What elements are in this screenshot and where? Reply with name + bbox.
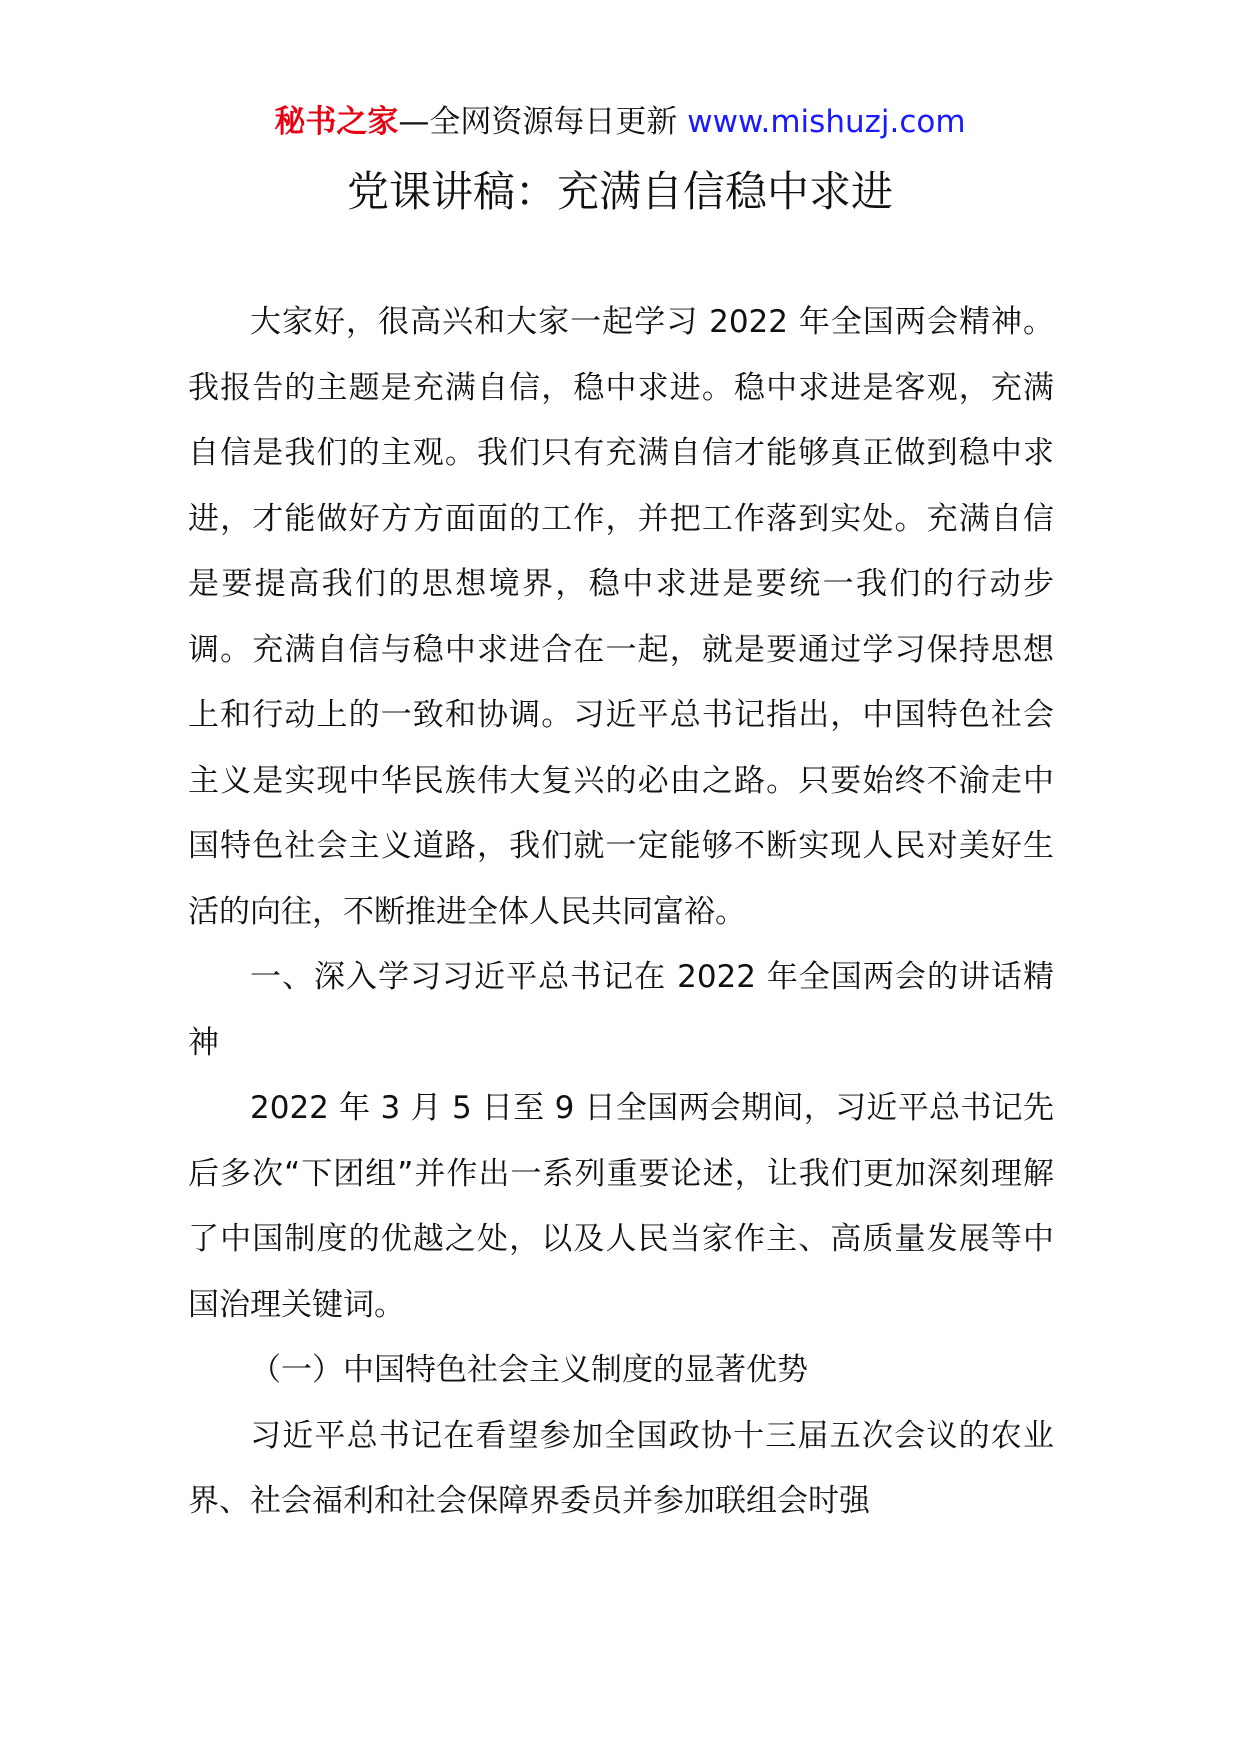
- body-paragraph: 习近平总书记在看望参加全国政协十三届五次会议的农业界、社会福利和社会保障界委员并参加联组会时强: [188, 1417, 1054, 1519]
- brand-name: 秘书之家: [274, 104, 399, 140]
- document-title: 党课讲稿：充满自信稳中求进: [346, 167, 893, 216]
- site-header: [0, 100, 1240, 144]
- intro-paragraph: 大家好，很高兴和大家一起学习 2022 年全国两会精神。我报告的主题是充满自信，稳中求进。稳中求进是客观，充满自信是我们的主观。我们只有充满自信才能够真正做到稳中求进，才能做好方方面面的工作，并把工作落到实处。充满自信是要提高我们的思想境界，稳中求进是要统一我们的行动步调。充满自信与稳中求进合在一起，就是要通过学习保持思想上和行动上的一致和协调。习近平总书记指出，中国特色社会主义是实现中华民族伟大复兴的必由之路。只要始终不渝走中国特色社会主义道路，我们就一定能够不断实现人民对美好生活的向往，不断推进全体人民共同富裕。: [188, 304, 1054, 930]
- subsection-heading-1: （一）中国特色社会主义制度的显著优势: [250, 1352, 808, 1388]
- document-body: [188, 290, 1054, 1535]
- body-paragraph: 2022 年 3 月 5 日至 9 日全国两会期间，习近平总书记先后多次“下团组”并作出一系列重要论述，让我们更加深刻理解了中国制度的优越之处，以及人民当家作主、高质量发展等中国治理关键词。: [188, 1090, 1054, 1323]
- header-tagline: —全网资源每日更新: [398, 104, 688, 140]
- site-url-link[interactable]: www.mishuzj.com: [687, 104, 966, 140]
- section-heading-1: 一、深入学习习近平总书记在 2022 年全国两会的讲话精神: [188, 959, 1054, 1061]
